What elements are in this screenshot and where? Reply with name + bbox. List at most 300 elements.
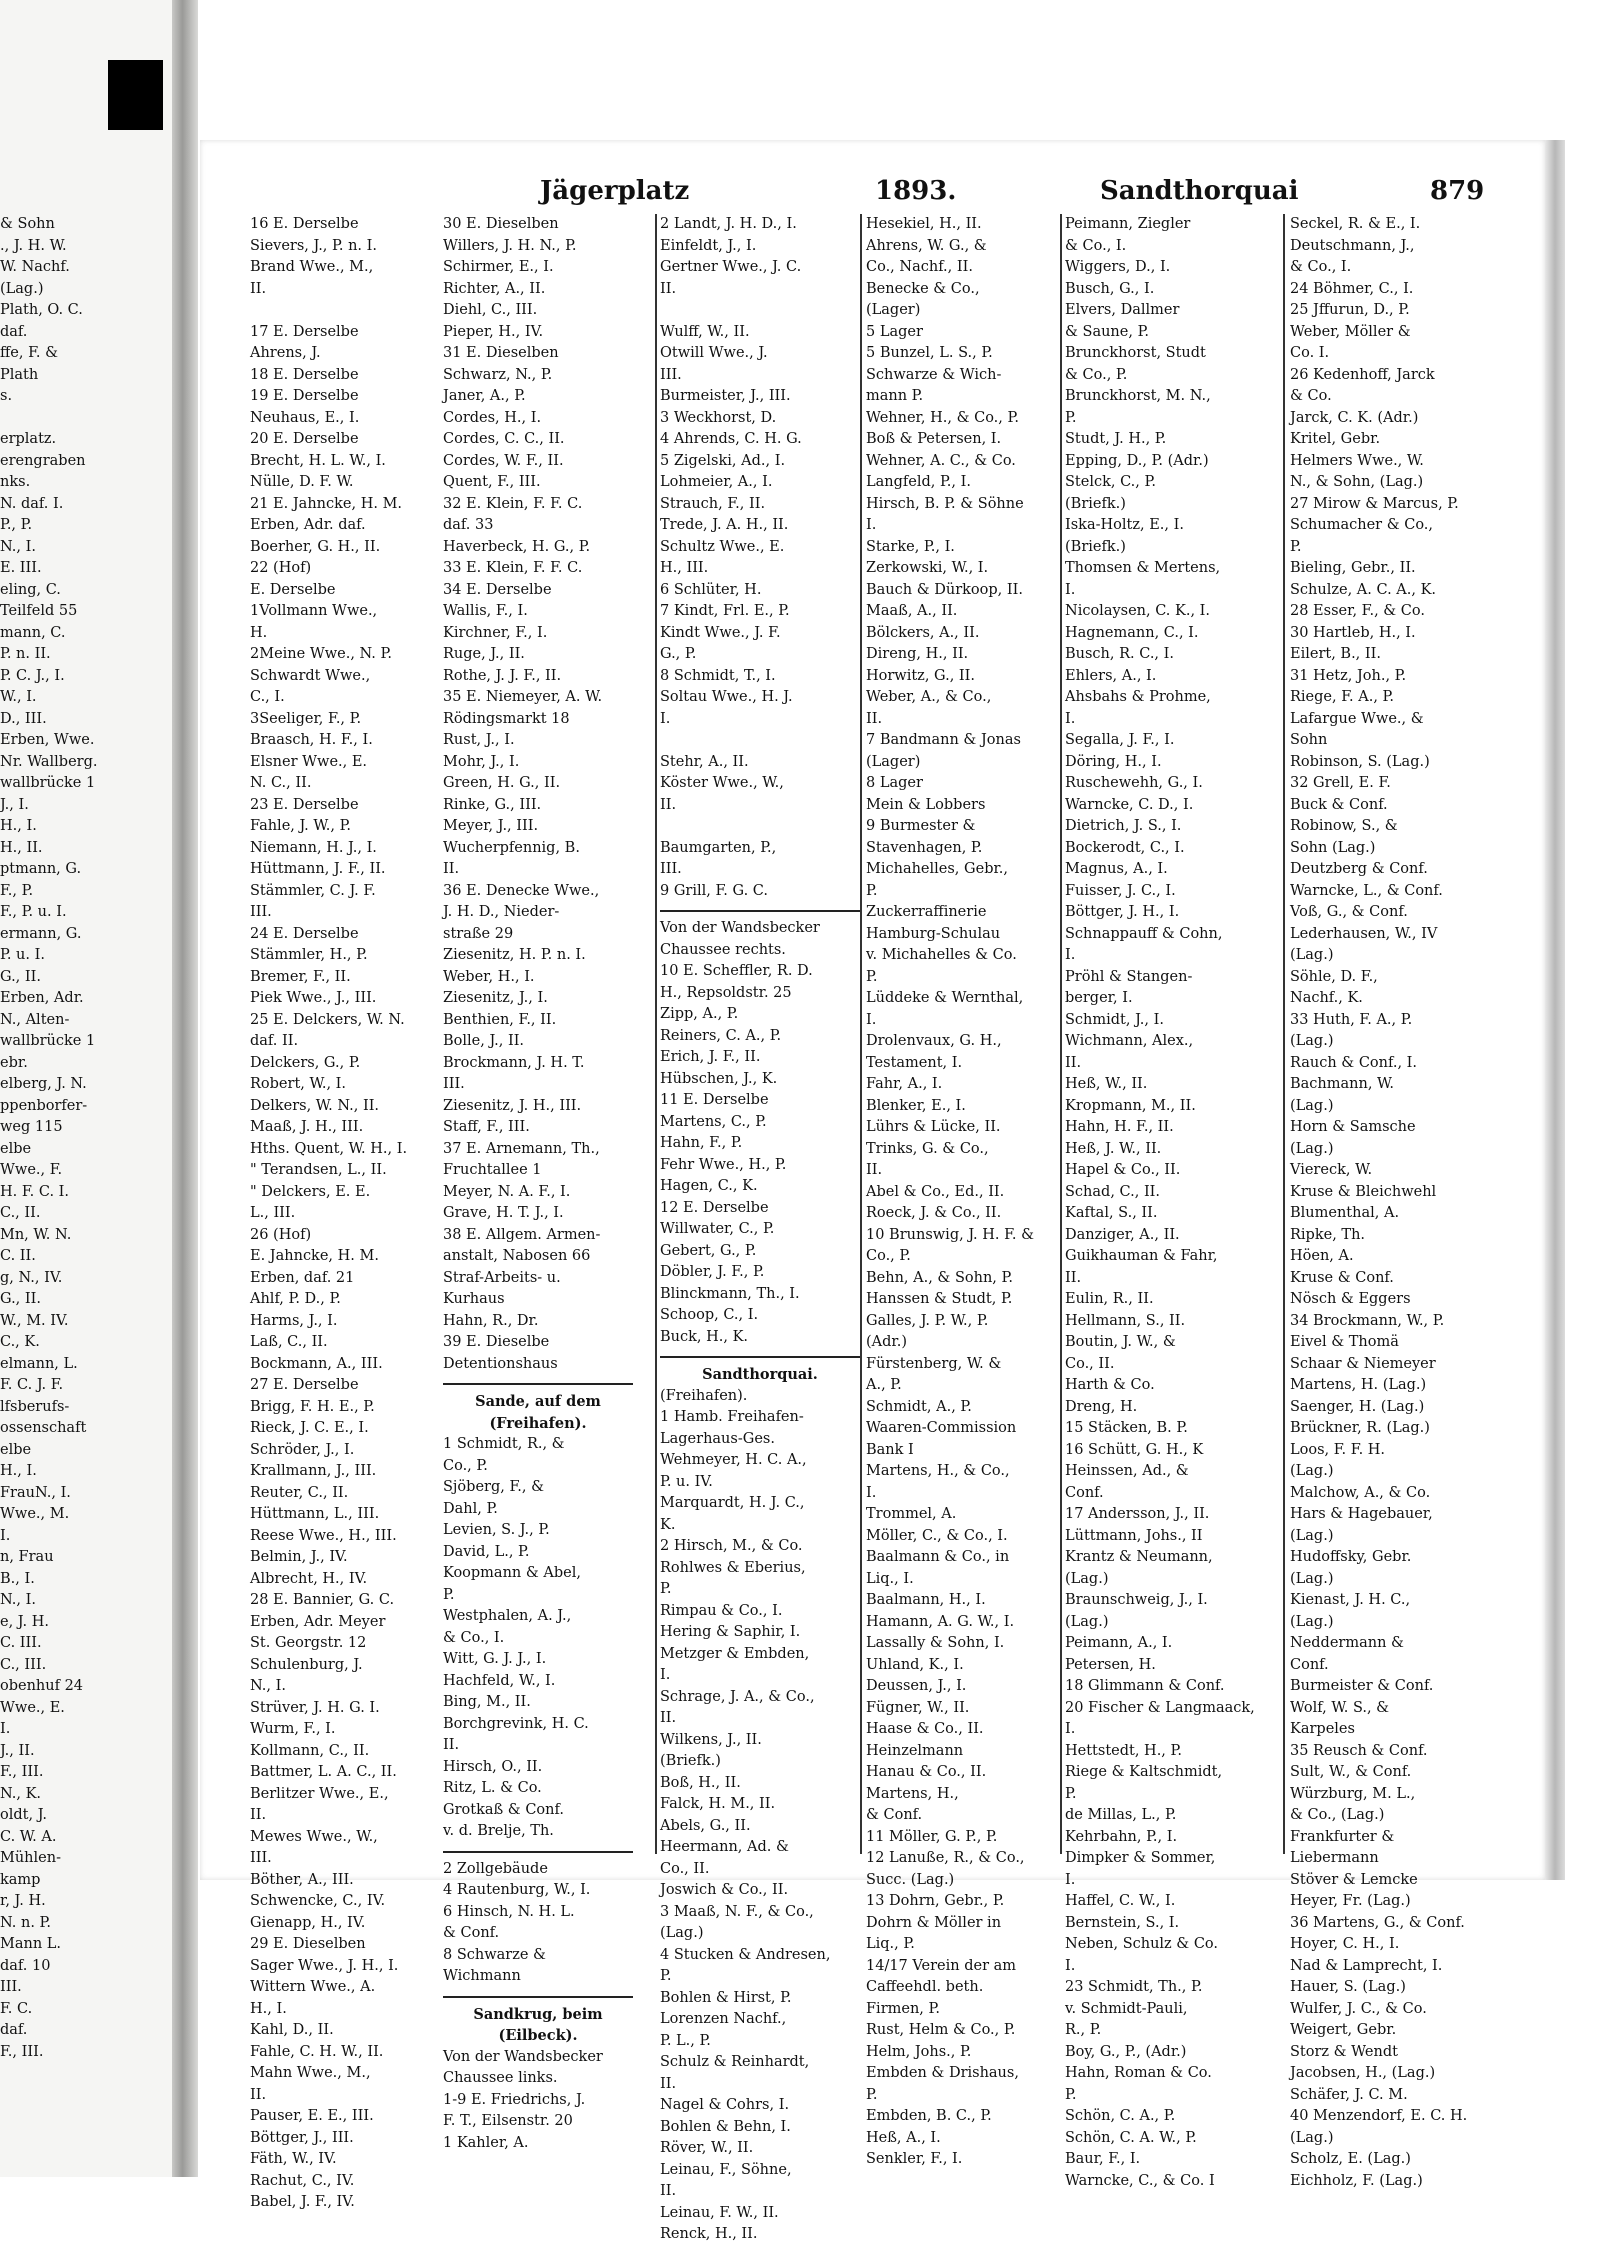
directory-entry-line: Gienapp, H., IV.: [250, 1914, 366, 1931]
column-divider: [1060, 214, 1062, 1854]
directory-entry-line: 7 Bandmann & Jonas: [866, 732, 1021, 748]
directory-entry-line: Niemann, H. J., I.: [250, 839, 377, 856]
section-rule: [660, 902, 860, 912]
directory-entry-line: Gebert, G., P.: [660, 1242, 757, 1259]
directory-entry-line: Sohn (Lag.): [1290, 839, 1376, 856]
directory-entry-line: N. daf. I.: [0, 495, 64, 512]
directory-entry-line: Schumacher & Co.,: [1290, 517, 1434, 533]
directory-entry-line: Robinow, S., &: [1290, 818, 1398, 834]
directory-entry-line: 24 Böhmer, C., I.: [1290, 280, 1414, 297]
directory-entry-line: Waaren-Commission: [866, 1420, 1017, 1436]
directory-entry-line: 19 E. Derselbe: [250, 388, 359, 404]
directory-entry-line: oldt, J.: [0, 1807, 47, 1823]
section-heading: Sandthorquai.: [702, 1366, 818, 1383]
directory-entry-line: Richter, A., II.: [443, 280, 546, 297]
directory-entry-line: Kruse & Conf.: [1290, 1269, 1394, 1286]
directory-entry-line: [250, 300, 440, 322]
directory-entry-line: Brunckhorst, M. N.,: [1065, 388, 1211, 404]
directory-entry-line: Ruschewehh, G., I.: [1065, 775, 1203, 791]
directory-entry-line: Diehl, C., III.: [443, 302, 538, 318]
directory-entry-line: Schäfer, J. C. M.: [1290, 2086, 1408, 2103]
directory-entry-line: Busch, R. C., I.: [1065, 646, 1174, 662]
directory-entry-line: Peimann, A., I.: [1065, 1635, 1173, 1651]
directory-entry-line: Fäth, W., IV.: [250, 2151, 337, 2167]
directory-entry-line: Storz & Wendt: [1290, 2043, 1398, 2060]
directory-entry-line: Dietrich, J. S., I.: [1065, 818, 1182, 834]
directory-entry-line: Bolle, J., II.: [443, 1033, 525, 1049]
directory-entry-line: P.: [1290, 538, 1302, 555]
directory-entry-line: 31 Hetz, Joh., P.: [1290, 667, 1407, 684]
directory-entry-line: Fuisser, J. C., I.: [1065, 882, 1176, 899]
directory-entry-line: Röver, W., II.: [660, 2140, 754, 2156]
directory-entry-line: Wehmeyer, H. C. A.,: [660, 1452, 807, 1468]
directory-entry-line: Horn & Samsche: [1290, 1119, 1416, 1135]
directory-entry-line: & Co.: [1290, 388, 1332, 404]
directory-entry-line: Laß, C., II.: [250, 1334, 328, 1350]
directory-entry-line: G., P.: [660, 646, 697, 662]
directory-entry-line: Bremer, F., II.: [250, 968, 351, 985]
directory-entry-line: III.: [0, 1979, 22, 1995]
directory-entry-line: 5 Bunzel, L. S., P.: [866, 345, 993, 361]
directory-entry-line: Peimann, Ziegler: [1065, 216, 1191, 232]
directory-entry-line: Martens, H.,: [866, 1785, 959, 1802]
directory-entry-line: H., Repsoldstr. 25: [660, 984, 792, 1001]
directory-entry-line: Succ. (Lag.): [866, 1871, 955, 1888]
directory-entry-line: 23 E. Derselbe: [250, 796, 359, 813]
directory-entry-line: P.: [1065, 409, 1077, 426]
directory-entry-line: Neuhaus, E., I.: [250, 409, 360, 426]
directory-entry-line: 3 Weckhorst, D.: [660, 409, 777, 426]
directory-entry-line: Wichmann: [443, 1968, 521, 1984]
directory-entry-line: Haverbeck, H. G., P.: [443, 538, 591, 555]
directory-entry-line: Weber, H., I.: [443, 968, 535, 985]
directory-entry-line: Petersen, H.: [1065, 1656, 1156, 1673]
directory-entry-line: (Freihafen).: [660, 1387, 748, 1404]
directory-entry-line: Conf.: [1065, 1484, 1104, 1501]
directory-entry-line: Söhle, D. F.,: [1290, 968, 1378, 985]
directory-entry-line: Delckers, G., P.: [250, 1054, 361, 1071]
section-rule: [443, 1843, 633, 1853]
directory-entry-line: Braasch, H. F., I.: [250, 732, 373, 748]
directory-entry-line: Haffel, C. W., I.: [1065, 1893, 1176, 1909]
directory-entry-line: Belmin, J., IV.: [250, 1549, 348, 1565]
directory-entry-line: Wwe., F.: [0, 1162, 63, 1178]
directory-entry-line: I.: [660, 1667, 671, 1683]
directory-entry-line: Zipp, A., P.: [660, 1006, 739, 1022]
directory-entry-line: Saenger, H. (Lag.): [1290, 1398, 1425, 1415]
directory-entry-line: & Sohn: [0, 216, 55, 232]
directory-entry-line: Martens, H., & Co.,: [866, 1463, 1010, 1479]
directory-entry-line: 17 E. Derselbe: [250, 323, 359, 340]
directory-entry-line: Bernstein, S., I.: [1065, 1914, 1180, 1931]
directory-entry-line: 16 E. Derselbe: [250, 216, 359, 232]
directory-entry-line: Mann L.: [0, 1936, 62, 1952]
directory-entry-line: (Lag.): [1290, 947, 1334, 963]
directory-entry-line: Hahn, R., Dr.: [443, 1312, 539, 1329]
directory-entry-line: E. Jahncke, H. M.: [250, 1248, 379, 1264]
directory-entry-line: 20 E. Derselbe: [250, 431, 359, 447]
directory-entry-line: Falck, H. M., II.: [660, 1796, 776, 1812]
directory-entry-line: Hanau & Co., II.: [866, 1764, 987, 1780]
directory-entry-line: Schulze, A. C. A., K.: [1290, 581, 1437, 598]
directory-entry-line: Bing, M., II.: [443, 1694, 531, 1710]
directory-entry-line: J. H. D., Nieder-: [443, 904, 560, 920]
directory-entry-line: v. Schmidt-Pauli,: [1065, 2000, 1188, 2017]
directory-entry-line: Co., II.: [660, 1860, 710, 1877]
directory-entry-line: Rohlwes & Eberius,: [660, 1559, 806, 1576]
directory-entry-line: Hachfeld, W., I.: [443, 1672, 556, 1689]
directory-entry-line: 40 Menzendorf, E. C. H.: [1290, 2108, 1468, 2124]
directory-entry-line: Nagel & Cohrs, I.: [660, 2097, 790, 2113]
section-heading: Sande, auf dem: [475, 1393, 601, 1410]
directory-entry-line: Deutschmann, J.,: [1290, 237, 1415, 254]
directory-entry-line: 28 Esser, F., & Co.: [1290, 603, 1425, 619]
directory-entry-line: Hering & Saphir, I.: [660, 1624, 801, 1640]
directory-entry-line: Robinson, S. (Lag.): [1290, 753, 1430, 770]
directory-entry-line: Janer, A., P.: [443, 388, 526, 404]
directory-entry-line: Ziesenitz, J., I.: [443, 990, 548, 1006]
directory-entry-line: J., II.: [0, 1742, 35, 1759]
directory-entry-line: Thomsen & Mertens,: [1065, 560, 1221, 576]
section-rule: [443, 1988, 633, 1998]
directory-entry-line: Hagen, C., K.: [660, 1178, 758, 1194]
directory-entry-line: Pieper, H., IV.: [443, 323, 544, 340]
directory-entry-line: Köster Wwe., W.,: [660, 775, 784, 791]
directory-entry-line: Westphalen, A. J.,: [443, 1608, 572, 1624]
directory-entry-line: Staff, F., III.: [443, 1119, 530, 1135]
directory-entry-line: Piek Wwe., J., III.: [250, 990, 377, 1006]
directory-entry-line: 4 Rautenburg, W., I.: [443, 1882, 591, 1898]
directory-entry-line: Nicolaysen, C. K., I.: [1065, 603, 1211, 619]
directory-entry-line: Co., P.: [866, 1248, 911, 1264]
directory-entry-line: Gertner Wwe., J. C.: [660, 259, 802, 275]
directory-entry-line: 2Meine Wwe., N. P.: [250, 646, 392, 662]
directory-entry-line: Abels, G., II.: [660, 1817, 751, 1834]
directory-entry-line: III.: [660, 366, 682, 383]
directory-entry-line: P.: [660, 1581, 672, 1597]
directory-entry-line: K.: [660, 1516, 676, 1533]
directory-entry-line: (Lag.): [0, 280, 44, 297]
directory-entry-line: Albrecht, H., IV.: [250, 1570, 368, 1587]
directory-entry-line: W., I.: [0, 689, 37, 705]
directory-entry-line: eling, C.: [0, 581, 61, 598]
directory-entry-line: weg 115: [0, 1119, 63, 1135]
directory-entry-line: P.: [866, 2086, 878, 2103]
directory-entry-line: I.: [1065, 1721, 1076, 1737]
directory-entry-line: Lassally & Sohn, I.: [866, 1635, 1005, 1651]
directory-entry-line: Warncke, C., & Co. I: [1065, 2172, 1215, 2189]
directory-entry-line: F. C.: [0, 2000, 33, 2017]
directory-entry-line: 17 Andersson, J., II.: [1065, 1506, 1210, 1522]
directory-entry-line: Lührs & Lücke, II.: [866, 1119, 1001, 1135]
directory-entry-line: Michahelles, Gebr.,: [866, 861, 1009, 877]
directory-entry-line: Wwe., M.: [0, 1506, 70, 1522]
directory-entry-line: 15 Stäcken, B. P.: [1065, 1420, 1188, 1436]
directory-entry-line: daf. 10: [0, 1957, 51, 1974]
directory-entry-line: Bohlen & Hirst, P.: [660, 1989, 792, 2006]
directory-entry-line: 4 Ahrends, C. H. G.: [660, 431, 802, 447]
directory-entry-line: Voß, G., & Conf.: [1290, 904, 1408, 920]
directory-entry-line: II.: [660, 2075, 677, 2092]
section-heading: (Freihafen).: [489, 1414, 587, 1432]
directory-entry-line: (Lag.): [1290, 1140, 1334, 1157]
directory-entry-line: 34 Brockmann, W., P.: [1290, 1312, 1445, 1329]
directory-entry-line: Ziesenitz, J. H., III.: [443, 1097, 582, 1114]
directory-entry-line: Jarck, C. K. (Adr.): [1290, 409, 1419, 426]
column-2: [443, 214, 633, 2151]
directory-entry-line: Lederhausen, W., IV: [1290, 925, 1438, 942]
directory-entry-line: wallbrücke 1: [0, 1033, 96, 1049]
directory-entry-line: Hübschen, J., K.: [660, 1070, 778, 1087]
directory-entry-line: (Lag.): [660, 1925, 704, 1941]
directory-entry-line: Viereck, W.: [1290, 1162, 1373, 1178]
directory-entry-line: (Lag.): [1065, 1613, 1109, 1630]
directory-entry-line: Scholz, E. (Lag.): [1290, 2151, 1411, 2167]
directory-entry-line: Maaß, J. H., III.: [250, 1119, 364, 1135]
directory-entry-line: Maaß, A., II.: [866, 603, 958, 619]
directory-entry-line: ermann, G.: [0, 925, 82, 942]
directory-entry-line: Wulff, W., II.: [660, 323, 750, 340]
directory-entry-line: Hauer, S. (Lag.): [1290, 1979, 1406, 1995]
directory-entry-line: Helmers Wwe., W.: [1290, 452, 1424, 469]
directory-entry-line: Renck, H., II.: [660, 2226, 758, 2242]
directory-entry-line: II.: [1065, 1269, 1082, 1286]
directory-entry-line: Riege, F. A., P.: [1290, 689, 1394, 705]
directory-entry-line: Boß, H., II.: [660, 1774, 741, 1791]
directory-entry-line: Berlitzer Wwe., E.,: [250, 1785, 389, 1802]
directory-entry-line: Plath: [0, 366, 39, 383]
directory-entry-line: Böttger, J., III.: [250, 2129, 354, 2146]
directory-entry-line: Borchgrevink, H. C.: [443, 1715, 589, 1732]
column-divider: [1283, 214, 1285, 1854]
column-6: [1290, 214, 1480, 2189]
directory-entry-line: Meyer, J., III.: [443, 818, 539, 834]
directory-entry-line: Benthien, F., II.: [443, 1011, 557, 1028]
directory-entry-line: Eulin, R., II.: [1065, 1291, 1154, 1307]
directory-entry-line: Schnappauff & Cohn,: [1065, 925, 1223, 942]
directory-entry-line: Weber, Möller &: [1290, 323, 1411, 340]
section-heading: Sandkrug, beim: [473, 2005, 603, 2023]
directory-entry-line: Erich, J. F., II.: [660, 1049, 761, 1065]
directory-entry-line: G., II.: [0, 1291, 41, 1307]
directory-entry-line: 30 E. Dieselben: [443, 216, 559, 232]
directory-entry-line: ppenborfer-: [0, 1097, 88, 1114]
directory-entry-line: (Briefk.): [1065, 495, 1126, 512]
directory-entry-line: Boutin, J. W., &: [1065, 1334, 1176, 1350]
directory-entry-line: Kehrbahn, P., I.: [1065, 1828, 1178, 1845]
directory-entry-line: kamp: [0, 1871, 41, 1888]
directory-entry-line: Harms, J., I.: [250, 1312, 338, 1329]
directory-entry-line: elbe: [0, 1140, 32, 1157]
directory-entry-line: Bockerodt, C., I.: [1065, 839, 1185, 856]
directory-entry-line: I.: [0, 1721, 11, 1737]
directory-entry-line: I.: [866, 1011, 877, 1028]
directory-entry-line: N. C., II.: [250, 775, 312, 791]
directory-entry-line: F. C. J. F.: [0, 1377, 64, 1393]
directory-entry-line: Wallis, F., I.: [443, 603, 528, 619]
directory-entry-line: C., I.: [250, 689, 285, 705]
directory-entry-line: 37 E. Arnemann, Th.,: [443, 1140, 600, 1157]
directory-entry-line: Kienast, J. H. C.,: [1290, 1592, 1411, 1608]
directory-entry-line: Lagerhaus-Ges.: [660, 1430, 775, 1447]
directory-entry-line: s.: [0, 388, 13, 404]
directory-entry-line: Wehner, A. C., & Co.: [866, 452, 1016, 469]
directory-entry-line: Testament, I.: [866, 1054, 963, 1071]
directory-entry-line: Stelck, C., P.: [1065, 474, 1156, 490]
directory-entry-line: Dahl, P.: [443, 1500, 498, 1517]
directory-entry-line: Elsner Wwe., E.: [250, 753, 368, 770]
directory-entry-line: ffe, F. &: [0, 345, 59, 361]
directory-entry-line: Bank I: [866, 1441, 914, 1458]
directory-entry-line: David, L., P.: [443, 1543, 530, 1560]
directory-entry-line: Bachmann, W.: [1290, 1076, 1395, 1092]
directory-entry-line: Krallmann, J., III.: [250, 1463, 377, 1479]
directory-entry-line: (Lag.): [1290, 1570, 1334, 1587]
directory-entry-line: mann, C.: [0, 624, 66, 641]
directory-entry-line: III.: [250, 1850, 272, 1866]
directory-entry-line: Möller, C., & Co., I.: [866, 1527, 1008, 1544]
directory-entry-line: Ritz, L. & Co.: [443, 1780, 542, 1796]
directory-entry-line: 1 Hamb. Freihafen-: [660, 1409, 804, 1425]
directory-entry-line: 16 Schütt, G. H., K: [1065, 1441, 1204, 1458]
directory-entry-line: Hudoffsky, Gebr.: [1290, 1549, 1412, 1565]
directory-entry-line: Haase & Co., II.: [866, 1721, 984, 1737]
directory-entry-line: Erben, Adr. daf.: [250, 517, 366, 533]
directory-entry-line: 3Seeliger, F., P.: [250, 710, 362, 727]
directory-entry-line: Hahn, H. F., II.: [1065, 1119, 1174, 1135]
directory-entry-line: St. Georgstr. 12: [250, 1635, 367, 1651]
directory-entry-line: Langfeld, P., I.: [866, 474, 971, 490]
directory-entry-line: Caffeehdl. beth.: [866, 1979, 984, 1995]
directory-entry-line: Neddermann &: [1290, 1635, 1404, 1651]
directory-entry-line: Horwitz, G., II.: [866, 667, 975, 684]
directory-entry-line: Martens, H. (Lag.): [1290, 1377, 1427, 1393]
directory-entry-line: Weber, A., & Co.,: [866, 689, 992, 705]
directory-entry-line: 13 Dohrn, Gebr., P.: [866, 1893, 1005, 1909]
directory-entry-line: (Lag.): [1290, 1463, 1334, 1479]
directory-entry-line: H., III.: [660, 560, 709, 576]
column-1: [250, 214, 440, 2210]
directory-entry-line: Dohrn & Möller in: [866, 1914, 1002, 1931]
directory-entry-line: 8 Schwarze &: [443, 1946, 546, 1963]
directory-entry-line: 11 Möller, G. P., P.: [866, 1828, 998, 1845]
directory-entry-line: Schad, C., II.: [1065, 1183, 1161, 1200]
directory-entry-line: 32 Grell, E. F.: [1290, 775, 1391, 791]
directory-entry-line: Heß, J. W., II.: [1065, 1140, 1162, 1157]
directory-entry-line: II.: [1065, 1054, 1082, 1071]
directory-entry-line: Jacobsen, H., (Lag.): [1290, 2065, 1436, 2081]
directory-entry-line: L., III.: [250, 1205, 296, 1221]
directory-entry-line: Danziger, A., II.: [1065, 1226, 1180, 1243]
directory-entry-line: Ahlf, P. D., P.: [250, 1291, 341, 1307]
directory-entry-line: Wurm, F., I.: [250, 1721, 336, 1737]
page-number: 879: [1430, 176, 1485, 206]
directory-entry-line: Iska-Holtz, E., I.: [1065, 517, 1184, 533]
directory-entry-line: Mewes Wwe., W.,: [250, 1828, 378, 1845]
directory-entry-line: Uhland, K., I.: [866, 1656, 964, 1673]
directory-entry-line: Battmer, L. A. C., II.: [250, 1764, 397, 1780]
directory-entry-line: C. W. A.: [0, 1828, 57, 1845]
directory-entry-line: H., I.: [0, 818, 37, 834]
directory-entry-line: Ruge, J., II.: [443, 646, 525, 662]
directory-entry-line: P.: [866, 968, 878, 985]
directory-entry-line: Hars & Hagebauer,: [1290, 1506, 1433, 1522]
directory-entry-line: F., P.: [0, 882, 34, 899]
directory-entry-line: Schulz & Reinhardt,: [660, 2054, 810, 2070]
header-right-street: Sandthorquai: [1100, 176, 1299, 206]
directory-entry-line: Nösch & Eggers: [1290, 1291, 1411, 1307]
directory-entry-line: 8 Lager: [866, 775, 923, 791]
directory-entry-line: I.: [1065, 710, 1076, 727]
directory-entry-line: n, Frau: [0, 1549, 54, 1565]
directory-entry-line: II.: [443, 1737, 460, 1753]
directory-entry-line: Liq., I.: [866, 1570, 914, 1587]
directory-entry-line: Brückner, R. (Lag.): [1290, 1420, 1430, 1436]
directory-entry-line: Hamann, A. G. W., I.: [866, 1613, 1015, 1630]
directory-entry-line: N., Alten-: [0, 1011, 70, 1028]
directory-entry-line: " Terandsen, L., II.: [250, 1162, 387, 1178]
directory-entry-line: Hoyer, C. H., I.: [1290, 1936, 1400, 1952]
directory-entry-line: & Co., I.: [1290, 259, 1352, 275]
directory-entry-line: Busch, G., I.: [1065, 280, 1155, 297]
directory-entry-line: Rinke, G., III.: [443, 796, 542, 813]
directory-entry-line: daf. 33: [443, 517, 494, 533]
directory-entry-line: [660, 730, 860, 752]
directory-entry-line: elberg, J. N.: [0, 1076, 87, 1092]
directory-entry-line: Eilert, B., II.: [1290, 646, 1381, 662]
directory-entry-line: Joswich & Co., II.: [660, 1882, 789, 1898]
directory-entry-line: Lafargue Wwe., &: [1290, 710, 1424, 727]
directory-entry-line: Co., P.: [443, 1457, 488, 1474]
directory-entry-line: Hagnemann, C., I.: [1065, 624, 1199, 641]
directory-entry-line: F., III.: [0, 1764, 44, 1780]
directory-entry-line: erengraben: [0, 452, 86, 469]
directory-entry-line: P.: [1065, 2086, 1077, 2103]
directory-entry-line: Schwardt Wwe.,: [250, 667, 371, 684]
directory-entry-line: daf.: [0, 2022, 28, 2038]
directory-entry-line: Von der Wandsbecker: [443, 2048, 603, 2065]
directory-entry-line: Brunckhorst, Studt: [1065, 345, 1206, 361]
directory-entry-line: II.: [250, 2086, 267, 2103]
directory-entry-line: Schröder, J., I.: [250, 1441, 355, 1458]
directory-entry-line: Witt, G. J. J., I.: [443, 1651, 547, 1667]
directory-entry-line: Würzburg, M. L.,: [1290, 1785, 1416, 1802]
scan-black-mark: [108, 60, 163, 130]
directory-entry-line: 9 Grill, F. G. C.: [660, 882, 768, 899]
directory-entry-line: Sjöberg, F., &: [443, 1479, 544, 1495]
directory-entry-line: FrauN., I.: [0, 1484, 71, 1501]
directory-entry-line: Buck & Conf.: [1290, 796, 1388, 813]
directory-entry-line: Willwater, C., P.: [660, 1221, 775, 1237]
directory-entry-line: 12 Lanuße, R., & Co.,: [866, 1850, 1025, 1866]
header-year: 1893.: [875, 176, 957, 206]
directory-entry-line: Döbler, J. F., P.: [660, 1264, 765, 1280]
directory-entry-line: [660, 300, 860, 322]
directory-entry-line: Baalmann, H., I.: [866, 1592, 986, 1608]
directory-entry-line: Dimpker & Sommer,: [1065, 1850, 1216, 1866]
column-divider: [655, 214, 657, 1854]
directory-entry-line: Rust, Helm & Co., P.: [866, 2022, 1016, 2038]
directory-entry-line: 8 Schmidt, T., I.: [660, 667, 776, 684]
directory-entry-line: Ripke, Th.: [1290, 1226, 1366, 1243]
directory-entry-line: I.: [866, 1484, 877, 1501]
directory-entry-line: Embden & Drishaus,: [866, 2065, 1019, 2081]
directory-entry-line: Deussen, J., I.: [866, 1678, 967, 1694]
directory-entry-line: Zerkowski, W., I.: [866, 560, 989, 576]
directory-entry-line: Zuckerraffinerie: [866, 904, 987, 920]
directory-entry-line: P. u. I.: [0, 947, 45, 963]
directory-entry-line: Abel & Co., Ed., II.: [866, 1183, 1005, 1200]
